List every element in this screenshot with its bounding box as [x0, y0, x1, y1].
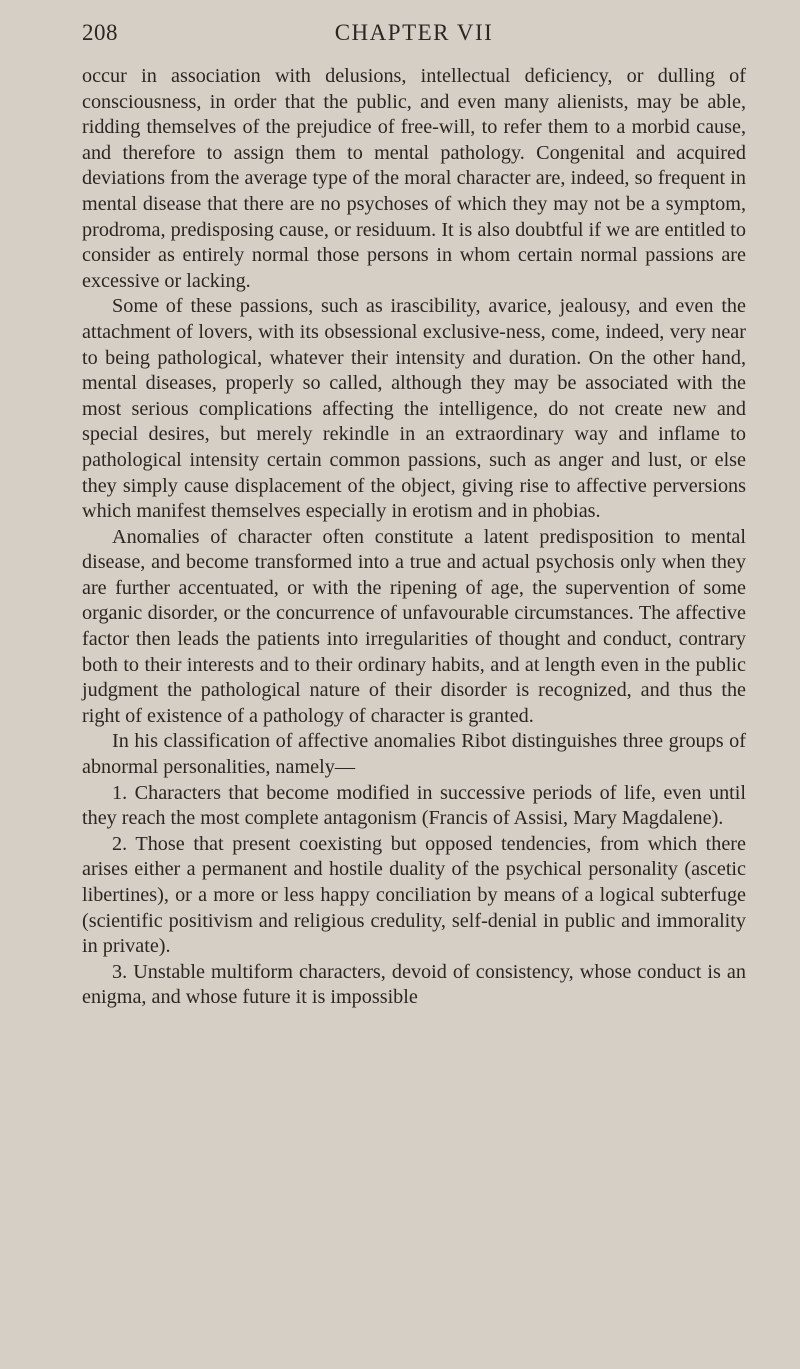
- paragraph: In his classification of affective anomalies Ribot distinguishes three groups of abnormal personalities, namely—: [82, 730, 746, 779]
- running-head: [82, 20, 746, 64]
- list-item-3: 3. Unstable multiform characters, devoid of consistency, whose conduct is an enigma, and whose future it is impossible: [82, 960, 746, 1009]
- paragraph: Some of these passions, such as irascibility, avarice, jealousy, and even the attachment of lovers, with its obsessional exclusive-ness, come, indeed, very near to being pathological, whatever their intensity and duration. On the other hand, mental diseases, properly so called, although they may be associated with the most serious complications affecting the intelligence, do not create new and special desires, but merely rekindle in an extraordinary way and inflame to pathological intensity certain common passions, such as anger and lust, or else they simply cause displacement of the object, giving rise to affective perversions which manifest themselves especially in erotism and in phobias.: [82, 295, 746, 523]
- list-item-2: 2. Those that present coexisting but opposed tendencies, from which there arises either a permanent and hostile duality of the psychical personality (ascetic libertines), or a more or less happy conciliation by means of a logical subterfuge (scientific positivism and religious credulity, self-denial in public and immorality in private).: [82, 832, 746, 958]
- body-text: [82, 64, 746, 1011]
- paragraph-continued: occur in association with delusions, intellectual deficiency, or dulling of consciousness, in order that the public, and even many alienists, may be able, ridding themselves of the prejudice of free-will, to refer them to a morbid cause, and therefore to assign them to mental pathology. Congenital and acquired deviations from the average type of the moral character are, indeed, so frequent in mental disease that there are no psychoses of which they may not be a symptom, prodroma, predisposing cause, or residuum. It is also doubtful if we are entitled to consider as entirely normal those persons in whom certain normal passions are excessive or lacking.: [82, 65, 746, 292]
- page-number: 208: [82, 20, 118, 45]
- list-item-1: 1. Characters that become modified in successive periods of life, even until they reach the most complete antagonism (Francis of Assisi, Mary Magdalene).: [82, 781, 746, 830]
- chapter-title: CHAPTER VII: [334, 20, 494, 45]
- paragraph: Anomalies of character often constitute a latent predisposition to mental disease, and become transformed into a true and actual psychosis only when they are further accentuated, or with the ripening of age, the supervention of some organic disorder, or the concurrence of unfavourable circumstances. The affective factor then leads the patients into irregularities of thought and conduct, contrary both to their interests and to their ordinary habits, and at length even in the public judgment the pathological nature of their disorder is recognized, and thus the right of existence of a pathology of character is granted.: [82, 525, 746, 727]
